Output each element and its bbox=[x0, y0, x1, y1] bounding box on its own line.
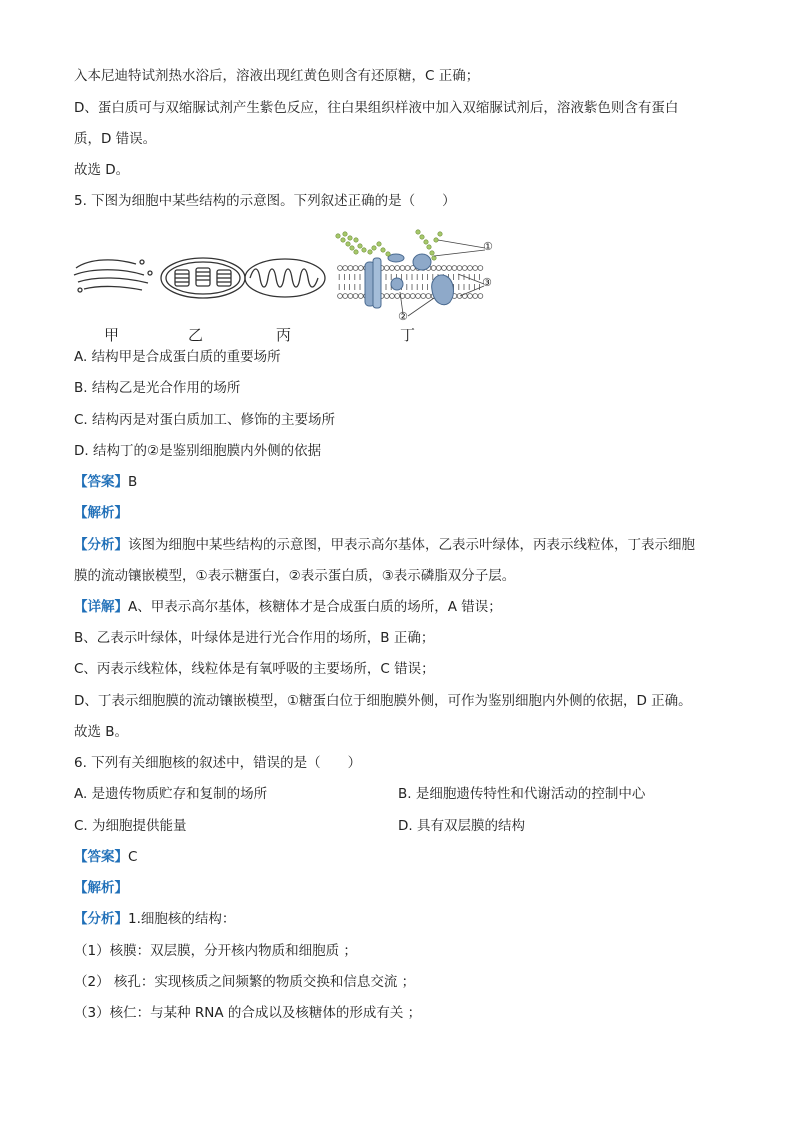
text-line: 质，D 错误。 bbox=[74, 131, 157, 147]
question-6-stem: 6. 下列有关细胞核的叙述中，错误的是（ ） bbox=[74, 755, 362, 771]
protein-icon bbox=[413, 254, 431, 270]
mitochondrion-icon bbox=[245, 259, 325, 297]
label-yi: 乙 bbox=[188, 326, 204, 344]
figure-drawing bbox=[70, 228, 500, 324]
q6-analysis-tag bbox=[74, 878, 128, 898]
marker-3: ③ bbox=[482, 276, 492, 289]
answer-tag: 【答案】 bbox=[74, 474, 128, 490]
q5-detail-line: C、丙表示线粒体，线粒体是有氧呼吸的主要场所，C 错误； bbox=[74, 661, 435, 677]
q6-structure-line: （2） 核孔：实现核质之间频繁的物质交换和信息交流 ； bbox=[74, 974, 416, 990]
q6-option-a: A. 是遗传物质贮存和复制的场所 bbox=[74, 786, 268, 802]
protein-icon bbox=[432, 275, 454, 305]
q5-answer bbox=[74, 472, 137, 492]
fenxi-tag: 【分析】 bbox=[74, 537, 128, 553]
q5-detail-line: B、乙表示叶绿体，叶绿体是进行光合作用的场所，B 正确； bbox=[74, 630, 435, 646]
q6-option-c: C. 为细胞提供能量 bbox=[74, 818, 187, 834]
xiangjie-text: A、甲表示高尔基体，核糖体才是合成蛋白质的场所，A 错误； bbox=[128, 599, 502, 615]
text-line: 入本尼迪特试剂热水浴后，溶液出现红黄色则含有还原糖，C 正确； bbox=[74, 68, 480, 84]
analysis-tag: 【解析】 bbox=[74, 505, 128, 521]
q6-structure-line: （1）核膜：双层膜，分开核内物质和细胞质 ； bbox=[74, 943, 357, 959]
q5-fenxi-line-2: 膜的流动镶嵌模型，①表示糖蛋白，②表示蛋白质，③表示磷脂双分子层。 bbox=[74, 568, 516, 584]
q6-option-b: B. 是细胞遗传特性和代谢活动的控制中心 bbox=[398, 786, 646, 802]
text-line: D、蛋白质可与双缩脲试剂产生紫色反应，往白果组织样液中加入双缩脲试剂后，溶液紫色则含有蛋白 bbox=[74, 100, 679, 116]
q6-option-d: D. 具有双层膜的结构 bbox=[398, 818, 525, 834]
fenxi-text: 该图为细胞中某些结构的示意图，甲表示高尔基体，乙表示叶绿体，丙表示线粒体，丁表示细胞 bbox=[128, 537, 695, 553]
answer-value: C bbox=[128, 849, 138, 865]
q5-analysis-tag bbox=[74, 503, 128, 523]
q6-fenxi-line bbox=[74, 909, 235, 929]
label-bing: 丙 bbox=[276, 326, 292, 344]
analysis-tag: 【解析】 bbox=[74, 880, 128, 896]
q6-answer bbox=[74, 847, 137, 867]
fenxi-text: 1.细胞核的结构： bbox=[128, 911, 236, 927]
q5-fenxi-line bbox=[74, 535, 695, 555]
label-jia: 甲 bbox=[104, 326, 120, 344]
q5-xiangjie-line bbox=[74, 597, 502, 617]
golgi-icon bbox=[74, 260, 152, 292]
q6-structure-line: （3）核仁：与某种 RNA 的合成以及核糖体的形成有关 ； bbox=[74, 1005, 422, 1021]
q5-option-d: D. 结构丁的②是鉴别细胞膜内外侧的依据 bbox=[74, 443, 322, 459]
marker-1: ① bbox=[483, 240, 493, 253]
label-ding: 丁 bbox=[400, 326, 416, 344]
question-5-stem: 5. 下图为细胞中某些结构的示意图。下列叙述正确的是（ ） bbox=[74, 193, 456, 209]
membrane-model-icon bbox=[336, 230, 485, 316]
answer-tag: 【答案】 bbox=[74, 849, 128, 865]
q5-option-c: C. 结构丙是对蛋白质加工、修饰的主要场所 bbox=[74, 412, 336, 428]
xiangjie-tag: 【详解】 bbox=[74, 599, 128, 615]
answer-value: B bbox=[128, 474, 138, 490]
chloroplast-icon bbox=[161, 258, 245, 298]
text-line: 故选 D。 bbox=[74, 162, 130, 178]
q5-detail-line: D、丁表示细胞膜的流动镶嵌模型，①糖蛋白位于细胞膜外侧，可作为鉴别细胞内外侧的依据，D 正确。 bbox=[74, 693, 692, 709]
q5-option-a: A. 结构甲是合成蛋白质的重要场所 bbox=[74, 349, 281, 365]
marker-2: ② bbox=[398, 310, 408, 323]
cell-structures-figure bbox=[70, 228, 500, 348]
q5-option-b: B. 结构乙是光合作用的场所 bbox=[74, 380, 241, 396]
q5-conclusion: 故选 B。 bbox=[74, 724, 129, 740]
fenxi-tag: 【分析】 bbox=[74, 911, 128, 927]
